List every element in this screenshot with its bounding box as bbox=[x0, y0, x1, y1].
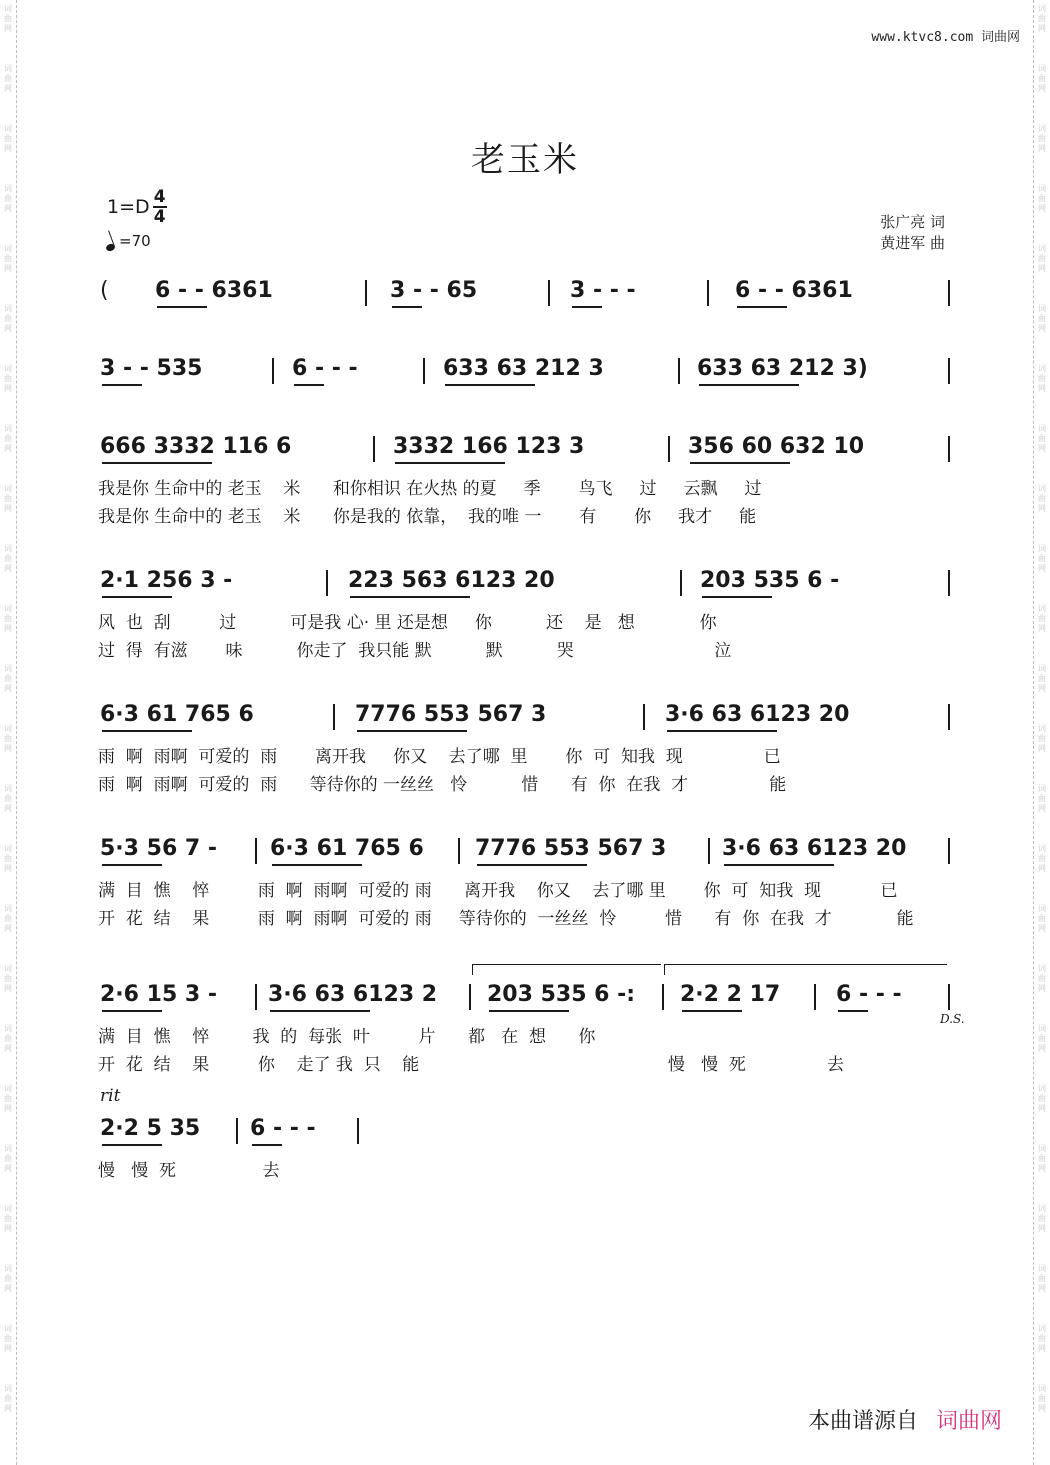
measure-notes: 3332 166 123 3 bbox=[393, 434, 585, 459]
measure-notes: 356 60 632 10 bbox=[688, 434, 865, 459]
measure-notes: 3·6 63 6123 20 bbox=[665, 702, 850, 727]
watermark-glyph: 词 曲 网 bbox=[1038, 1324, 1046, 1353]
bar-line bbox=[333, 704, 335, 730]
time-signature bbox=[153, 188, 167, 226]
footer-prefix: 本曲谱源自 bbox=[807, 1409, 918, 1434]
bar-line bbox=[357, 1118, 359, 1144]
watermark-glyph: 词 曲 网 bbox=[4, 844, 12, 873]
watermark-glyph: 词 曲 网 bbox=[4, 1144, 12, 1173]
measure-notes: 3·6 63 6123 20 bbox=[722, 836, 907, 861]
lyric-text: 满 目 憔 悴 雨 啊 雨啊 可爱的 雨 离开我 你又 去了哪 里 你 可 知我 现 已 bbox=[98, 881, 898, 901]
watermark-glyph: 词 曲 网 bbox=[4, 424, 12, 453]
composer: 黄进军 曲 bbox=[880, 234, 945, 252]
measure-notes: 3 - - 65 bbox=[390, 278, 478, 303]
measure-notes: 203 535 6 -: bbox=[487, 982, 636, 1007]
lyric-text: 开 花 结 果 雨 啊 雨啊 可爱的 雨 等待你的 一丝丝 怜 惜 有 你 在我 才 能 bbox=[98, 909, 914, 929]
watermark-glyph: 词 曲 网 bbox=[4, 724, 12, 753]
bar-line bbox=[948, 358, 950, 384]
beam-line bbox=[102, 596, 172, 598]
beam-line bbox=[272, 864, 362, 866]
watermark-glyph: 词 曲 网 bbox=[4, 904, 12, 933]
bar-line bbox=[643, 704, 645, 730]
watermark-glyph: 词 曲 网 bbox=[1038, 1144, 1046, 1173]
watermark-glyph: 词 曲 网 bbox=[1038, 964, 1046, 993]
watermark-glyph: 词 曲 网 bbox=[1038, 4, 1046, 33]
bar-line bbox=[680, 570, 682, 596]
page-title: 老玉米 bbox=[471, 140, 579, 180]
beam-line bbox=[737, 306, 787, 308]
beam-line bbox=[724, 864, 834, 866]
bar-line bbox=[255, 838, 257, 864]
bar-line bbox=[326, 570, 328, 596]
watermark-glyph: 词 曲 网 bbox=[1038, 1384, 1046, 1413]
watermark-glyph: 词 曲 网 bbox=[4, 184, 12, 213]
beam-line bbox=[699, 384, 799, 386]
watermark-glyph: 词 曲 网 bbox=[4, 124, 12, 153]
lyric-text: 雨 啊 雨啊 可爱的 雨 等待你的 一丝丝 怜 惜 有 你 在我 才 能 bbox=[98, 775, 787, 795]
measure-notes: 3 - - - bbox=[570, 278, 636, 303]
measure-notes: 7776 553 567 3 bbox=[355, 702, 547, 727]
watermark-glyph: 词 曲 网 bbox=[4, 1024, 12, 1053]
watermark-glyph: 词 曲 网 bbox=[1038, 424, 1046, 453]
measure-notes: 633 63 212 3 bbox=[443, 356, 604, 381]
bar-line bbox=[948, 704, 950, 730]
bar-line bbox=[708, 838, 710, 864]
bar-line bbox=[678, 358, 680, 384]
beam-line bbox=[102, 864, 162, 866]
watermark-glyph: 词 曲 网 bbox=[1038, 1084, 1046, 1113]
beam-line bbox=[102, 1144, 162, 1146]
bar-line bbox=[548, 280, 550, 306]
watermark-glyph: 词 曲 网 bbox=[1038, 844, 1046, 873]
watermark-glyph: 词 曲 网 bbox=[1038, 484, 1046, 513]
bar-line bbox=[236, 1118, 238, 1144]
watermark-glyph: 词 曲 网 bbox=[1038, 544, 1046, 573]
watermark-glyph: 词 曲 网 bbox=[1038, 1264, 1046, 1293]
measure-notes: 6 - - - bbox=[250, 1116, 316, 1141]
measure-notes: 6 - - - bbox=[836, 982, 902, 1007]
measure-notes: 633 63 212 3) bbox=[697, 356, 868, 381]
watermark-glyph: 词 曲 网 bbox=[4, 1084, 12, 1113]
measure-notes: 6 - - 6361 bbox=[735, 278, 853, 303]
watermark-glyph: 词 曲 网 bbox=[1038, 124, 1046, 153]
watermark-glyph: 词 曲 网 bbox=[4, 244, 12, 273]
watermark-glyph: 词 曲 网 bbox=[4, 544, 12, 573]
beam-line bbox=[102, 1010, 162, 1012]
beam-line bbox=[102, 730, 192, 732]
bar-line bbox=[469, 984, 471, 1010]
bar-line bbox=[255, 984, 257, 1010]
beam-line bbox=[682, 1010, 742, 1012]
measure-notes: 7776 553 567 3 bbox=[475, 836, 667, 861]
ds-marking: D.S. bbox=[940, 1012, 965, 1026]
measure-notes: 3·6 63 6123 2 bbox=[268, 982, 438, 1007]
beam-line bbox=[392, 306, 422, 308]
beam-line bbox=[294, 384, 324, 386]
measure-notes: 2·2 5 35 bbox=[100, 1116, 201, 1141]
beam-line bbox=[838, 1010, 868, 1012]
footer-source bbox=[808, 1404, 1002, 1435]
beam-line bbox=[252, 1144, 282, 1146]
volta-bracket bbox=[664, 964, 947, 975]
footer-brand[interactable]: 词曲网 bbox=[935, 1409, 1002, 1434]
lyric-text: 雨 啊 雨啊 可爱的 雨 离开我 你又 去了哪 里 你 可 知我 现 已 bbox=[98, 747, 781, 767]
beam-line bbox=[489, 1010, 569, 1012]
measure-notes: 223 563 6123 20 bbox=[348, 568, 555, 593]
watermark-glyph: 词 曲 网 bbox=[4, 604, 12, 633]
watermark-glyph: 词 曲 网 bbox=[1038, 244, 1046, 273]
beam-line bbox=[270, 1010, 370, 1012]
bar-line bbox=[272, 358, 274, 384]
watermark-glyph: 词 曲 网 bbox=[4, 1204, 12, 1233]
bar-line bbox=[668, 436, 670, 462]
lyric-text: 开 花 结 果 你 走了 我 只 能 慢 慢 死 去 bbox=[98, 1055, 844, 1075]
lyric-text: 满 目 憔 悴 我 的 每张 叶 片 都 在 想 你 bbox=[98, 1027, 596, 1047]
watermark-glyph: 词 曲 网 bbox=[4, 784, 12, 813]
lyric-text: 风 也 刮 过 可是我 心· 里 还是想 你 还 是 想 你 bbox=[98, 613, 717, 633]
watermark-glyph: 词 曲 网 bbox=[4, 64, 12, 93]
beam-line bbox=[102, 462, 212, 464]
rit-marking: rit bbox=[100, 1086, 121, 1106]
lyric-text: 过 得 有滋 味 你走了 我只能 默 默 哭 泣 bbox=[98, 641, 732, 661]
watermark-glyph: 词 曲 网 bbox=[4, 364, 12, 393]
measure-notes: 2·2 2 17 bbox=[680, 982, 781, 1007]
key-label: 1=D bbox=[107, 196, 150, 218]
bar-line bbox=[662, 984, 664, 1010]
measure-notes: 6 - - 6361 bbox=[155, 278, 273, 303]
watermark-glyph: 词 曲 网 bbox=[1038, 1024, 1046, 1053]
time-sig-top: 4 bbox=[153, 187, 166, 207]
volta-bracket bbox=[472, 964, 661, 975]
time-sig-bottom: 4 bbox=[153, 207, 166, 227]
watermark-glyph: 词 曲 网 bbox=[1038, 364, 1046, 393]
measure-notes: 5·3 56 7 - bbox=[100, 836, 218, 861]
lyric-text: 我是你 生命中的 老玉 米 你是我的 依靠， 我的唯 一 有 你 我才 能 bbox=[98, 507, 757, 527]
quarter-note-icon bbox=[105, 242, 116, 252]
watermark-glyph: 词 曲 网 bbox=[1038, 604, 1046, 633]
beam-line bbox=[667, 730, 777, 732]
measure-notes: 203 535 6 - bbox=[700, 568, 840, 593]
key-signature bbox=[107, 188, 167, 226]
watermark-glyph: 词 曲 网 bbox=[1038, 784, 1046, 813]
watermark-glyph: 词 曲 网 bbox=[1038, 724, 1046, 753]
beam-line bbox=[477, 864, 587, 866]
watermark-glyph: 词 曲 网 bbox=[1038, 304, 1046, 333]
bar-line bbox=[948, 436, 950, 462]
measure-notes: 2·6 15 3 - bbox=[100, 982, 218, 1007]
measure-notes: 6·3 61 765 6 bbox=[270, 836, 424, 861]
lyricist: 张广亮 词 bbox=[880, 213, 945, 231]
site-header: www.ktvc8.com 词曲网 bbox=[871, 30, 1020, 45]
measure-notes: 666 3332 116 6 bbox=[100, 434, 292, 459]
watermark-glyph: 词 曲 网 bbox=[4, 304, 12, 333]
open-paren: ( bbox=[100, 278, 109, 303]
measure-notes: 6 - - - bbox=[292, 356, 358, 381]
beam-line bbox=[350, 596, 470, 598]
watermark-glyph: 词 曲 网 bbox=[1038, 904, 1046, 933]
bar-line bbox=[423, 358, 425, 384]
beam-line bbox=[357, 730, 467, 732]
bar-line bbox=[948, 280, 950, 306]
bar-line bbox=[707, 280, 709, 306]
lyric-text: 慢 慢 死 去 bbox=[98, 1161, 280, 1181]
bar-line bbox=[373, 436, 375, 462]
bar-line bbox=[365, 280, 367, 306]
measure-notes: 2·1 256 3 - bbox=[100, 568, 233, 593]
watermark-glyph: 词 曲 网 bbox=[4, 484, 12, 513]
watermark-glyph: 词 曲 网 bbox=[4, 1384, 12, 1413]
watermark-glyph: 词 曲 网 bbox=[1038, 184, 1046, 213]
credits bbox=[880, 212, 945, 254]
watermark-glyph: 词 曲 网 bbox=[4, 1264, 12, 1293]
beam-line bbox=[157, 306, 207, 308]
bar-line bbox=[948, 570, 950, 596]
watermark-glyph: 词 曲 网 bbox=[1038, 1204, 1046, 1233]
measure-notes: 6·3 61 765 6 bbox=[100, 702, 254, 727]
bar-line bbox=[948, 984, 950, 1010]
beam-line bbox=[702, 596, 772, 598]
tempo-marking bbox=[106, 232, 151, 250]
beam-line bbox=[445, 384, 535, 386]
watermark-glyph: 词 曲 网 bbox=[1038, 64, 1046, 93]
bar-line bbox=[458, 838, 460, 864]
watermark-glyph: 词 曲 网 bbox=[4, 664, 12, 693]
watermark-glyph: 词 曲 网 bbox=[4, 1324, 12, 1353]
beam-line bbox=[572, 306, 602, 308]
lyric-text: 我是你 生命中的 老玉 米 和你相识 在火热 的夏 季 鸟飞 过 云飘 过 bbox=[98, 479, 762, 499]
bar-line bbox=[948, 838, 950, 864]
beam-line bbox=[102, 384, 142, 386]
measure-notes: 3 - - 535 bbox=[100, 356, 203, 381]
beam-line bbox=[395, 462, 505, 464]
bar-line bbox=[814, 984, 816, 1010]
tempo-value: =70 bbox=[119, 232, 151, 250]
watermark-glyph: 词 曲 网 bbox=[4, 4, 12, 33]
watermark-glyph: 词 曲 网 bbox=[1038, 664, 1046, 693]
beam-line bbox=[690, 462, 790, 464]
watermark-glyph: 词 曲 网 bbox=[4, 964, 12, 993]
